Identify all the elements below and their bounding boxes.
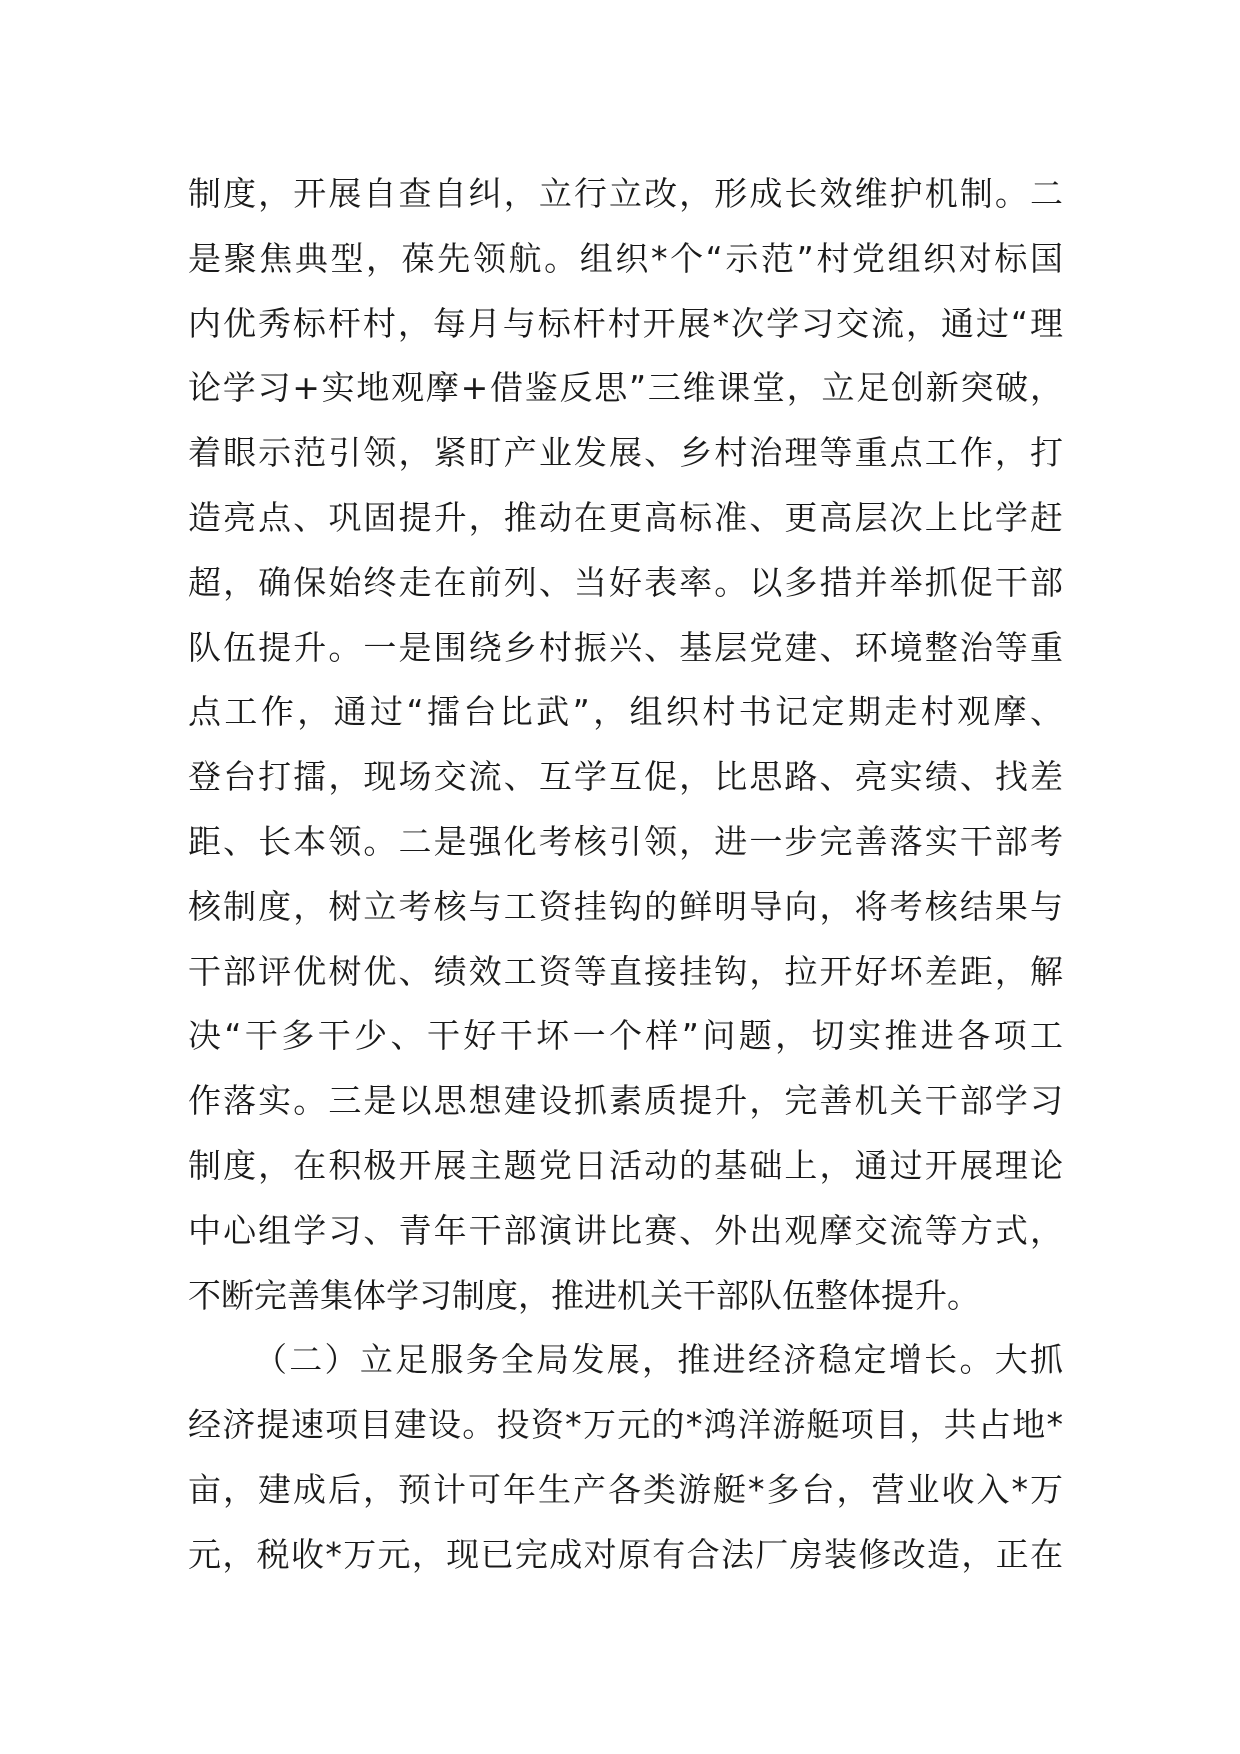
text-line: 作落实。三是以思想建设抓素质提升，完善机关干部学习 bbox=[188, 1081, 1063, 1121]
text-line: 决“干多干少、干好干坏一个样”问题，切实推进各项工 bbox=[188, 1016, 1063, 1056]
text-line: 亩，建成后，预计可年生产各类游艇*多台，营业收入*万 bbox=[188, 1469, 1063, 1509]
text-line: 超，确保始终走在前列、当好表率。以多措并举抓促干部 bbox=[188, 562, 1063, 602]
text-line: 是聚焦典型，葆先领航。组织*个“示范”村党组织对标国 bbox=[188, 238, 1063, 278]
text-line: 着眼示范引领，紧盯产业发展、乡村治理等重点工作，打 bbox=[188, 433, 1063, 473]
section-heading-line: （二）立足服务全局发展，推进经济稳定增长。大抓 bbox=[254, 1340, 1063, 1380]
paragraph-last-line: 不断完善集体学习制度，推进机关干部队伍整体提升。 bbox=[188, 1275, 980, 1315]
text-line: 中心组学习、青年干部演讲比赛、外出观摩交流等方式， bbox=[188, 1210, 1063, 1250]
text-line: 造亮点、巩固提升，推动在更高标准、更高层次上比学赶 bbox=[188, 497, 1063, 537]
text-line: 经济提速项目建设。投资*万元的*鸿洋游艇项目，共占地* bbox=[188, 1405, 1063, 1445]
text-line: 制度，在积极开展主题党日活动的基础上，通过开展理论 bbox=[188, 1145, 1063, 1185]
text-line: 制度，开展自查自纠，立行立改，形成长效维护机制。二 bbox=[188, 174, 1063, 213]
text-line: 距、长本领。二是强化考核引领，进一步完善落实干部考 bbox=[188, 821, 1063, 861]
text-line: 干部评优树优、绩效工资等直接挂钩，拉开好坏差距，解 bbox=[188, 951, 1063, 991]
text-line: 队伍提升。一是围绕乡村振兴、基层党建、环境整治等重 bbox=[188, 627, 1063, 667]
text-line: 元，税收*万元，现已完成对原有合法厂房装修改造，正在 bbox=[188, 1534, 1063, 1574]
text-line: 核制度，树立考核与工资挂钩的鲜明导向，将考核结果与 bbox=[188, 886, 1063, 926]
text-line: 内优秀标杆村，每月与标杆村开展*次学习交流，通过“理 bbox=[188, 303, 1063, 343]
text-line: 登台打擂，现场交流、互学互促，比思路、亮实绩、找差 bbox=[188, 757, 1063, 797]
text-line: 论学习+实地观摩+借鉴反思”三维课堂，立足创新突破， bbox=[188, 368, 1063, 408]
text-line: 点工作，通过“擂台比武”，组织村书记定期走村观摩、 bbox=[188, 692, 1063, 732]
body-text bbox=[188, 162, 1063, 1588]
